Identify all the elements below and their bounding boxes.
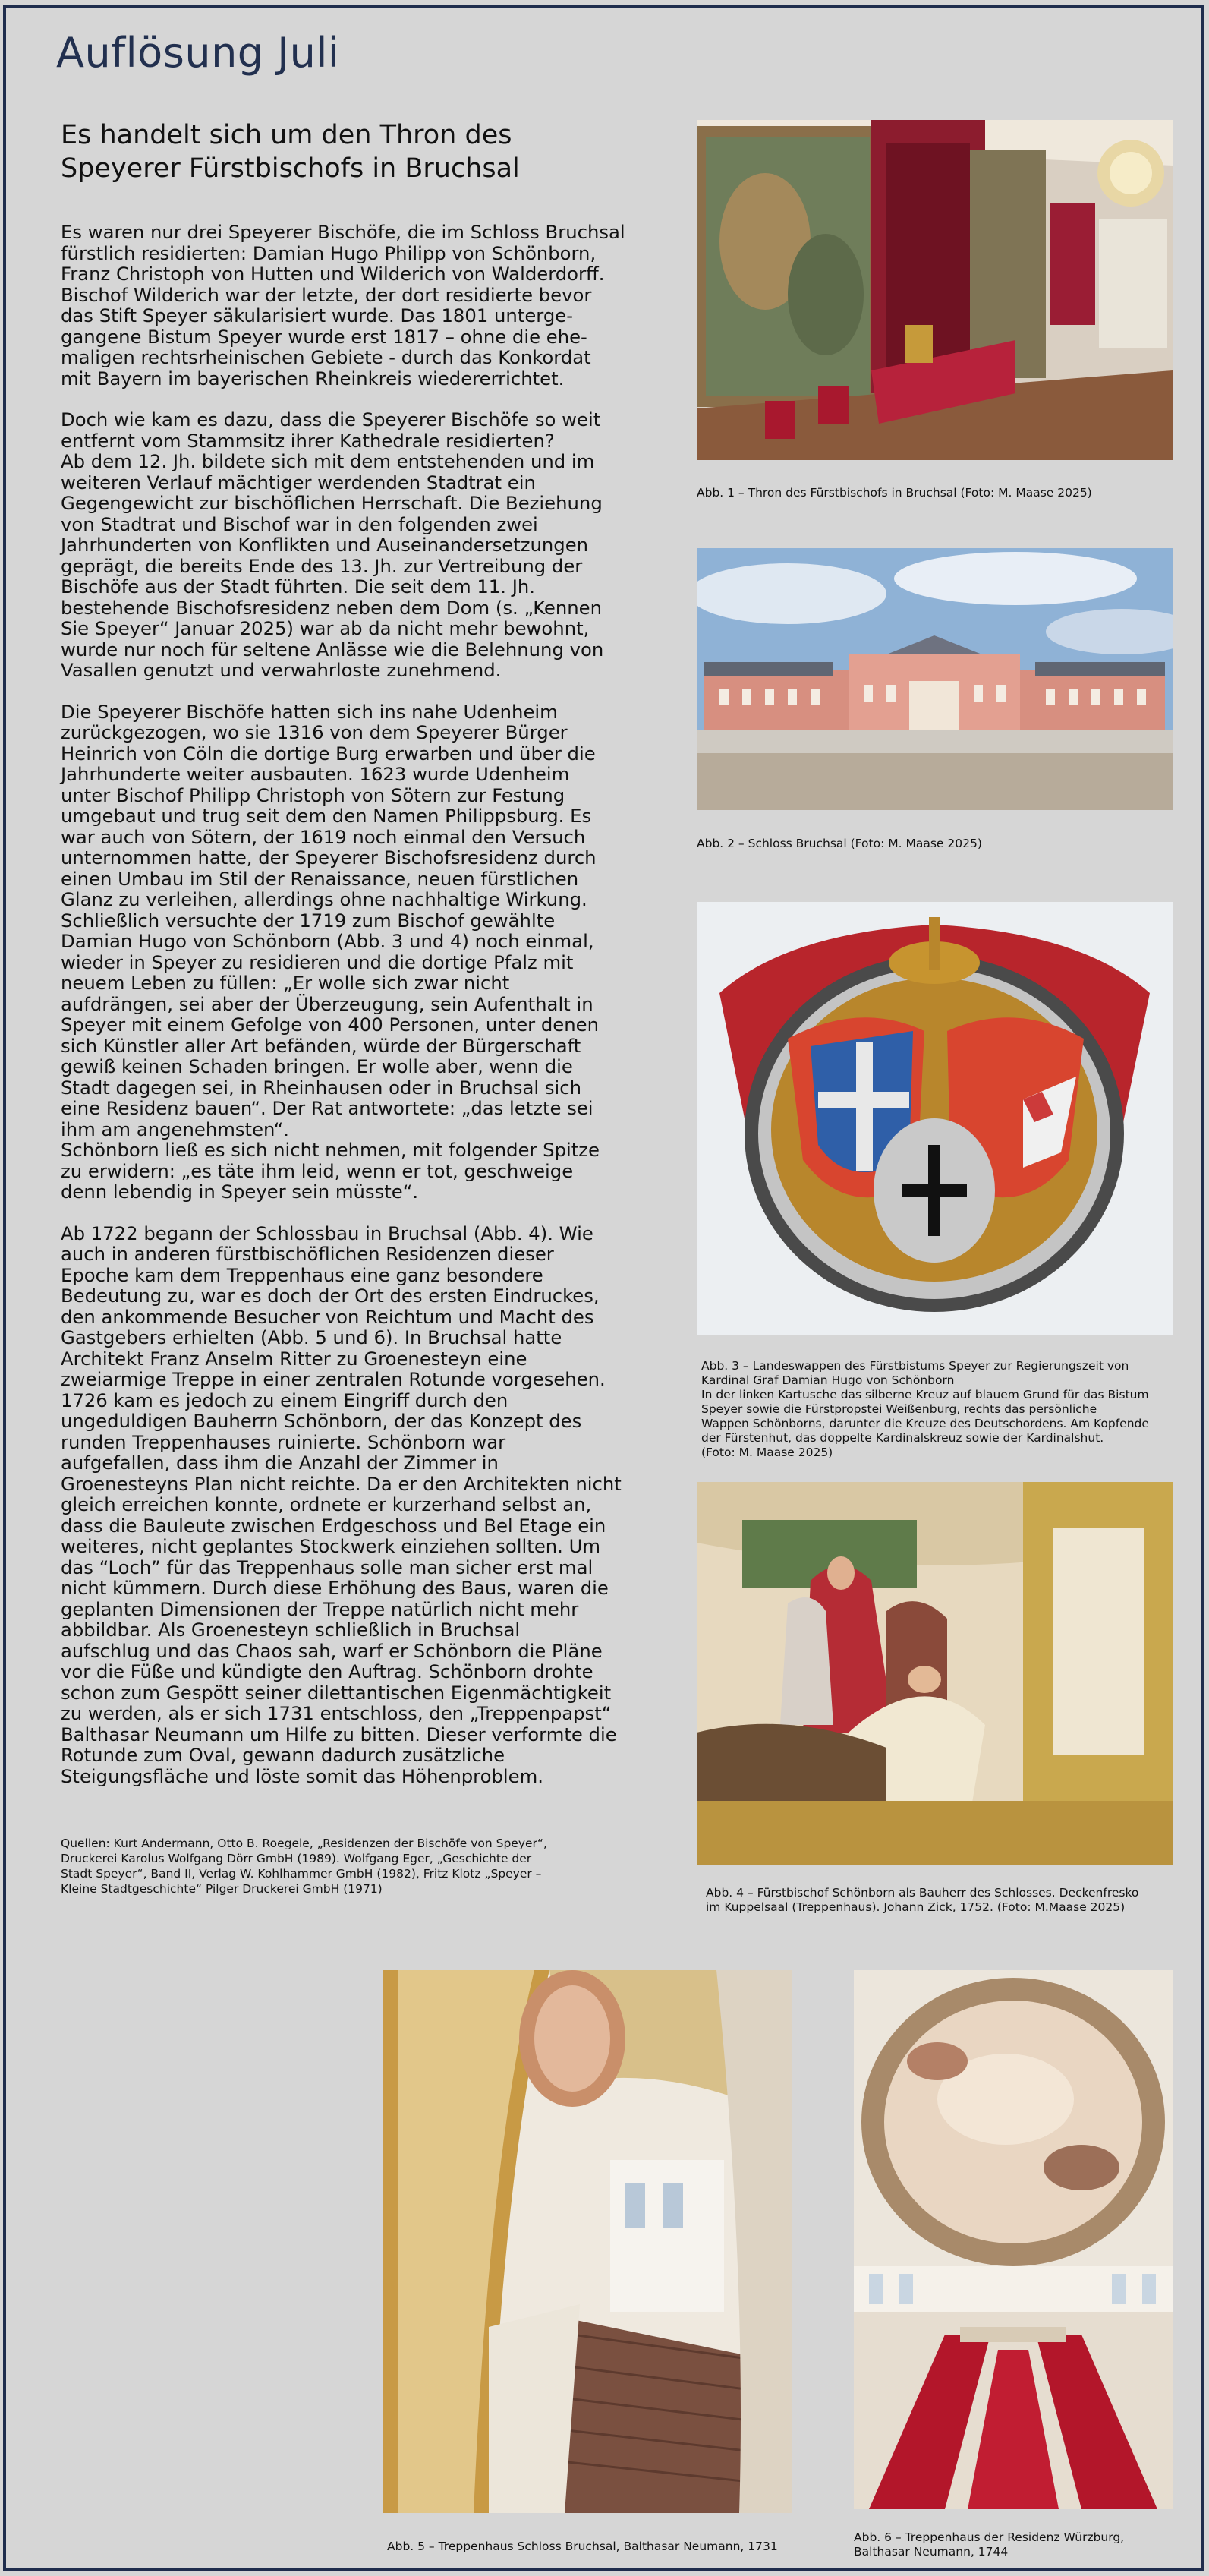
photo-palace-exterior xyxy=(697,548,1173,810)
page-title: Auflösung Juli xyxy=(56,29,340,77)
article-body xyxy=(61,222,626,1807)
caption-abb2: Abb. 2 – Schloss Bruchsal (Foto: M. Maase 2025) xyxy=(697,837,982,850)
paragraph-3: Die Speyerer Bischöfe hatten sich ins nahe Udenheim zurückgezogen, wo sie 1316 von dem Speyerer Bürger Heinrich von Cöln die dortige Burg erwarben und über die Jahrhunderte weiter ausbauten. 1623 wurde Udenheim unter Bischof Philipp Christoph von Sötern zur Festung umgebaut und trug seit dem den Namen Philippsburg. Es war auch von Sötern, der 1619 noch einmal den Versuch unternommen hatte, der Speyerer Bischofsresidenz durch einen Umbau im Stil der Renaissance, neuen fürstlichen Glanz zu verleihen, allerdings ohne nachhaltige Wirkung. Schließlich versuchte der 1719 zum Bischof gewählte Damian Hugo von Schönborn (Abb. 3 und 4) noch einmal, wieder in Speyer zu residieren und die dortige Pfalz mit neuem Leben zu füllen: „Er wolle sich zwar nicht aufdrängen, sei aber der Überzeugung, sein Aufenthalt in Speyer mit einem Gefolge von 400 Personen, unter denen sich Künstler aller Art befänden, würde der Bürgerschaft gewiß keinen Schaden bringen. Er wolle aber, wenn die Stadt dagegen sei, in Rheinhausen oder in Bruchsal sich eine Residenz bauen“. Der Rat antwortete: „das letzte sei ihm am angenehmsten“. Schönborn ließ es sich nicht nehmen, mit folgender Spitze zu erwidern: „es täte ihm leid, wenn er tot, geschweige denn lebendig in Speyer sein müsste“. xyxy=(61,700,600,1203)
photo-coat-of-arms xyxy=(697,902,1173,1335)
caption-abb3: Abb. 3 – Landeswappen des Fürstbistums Speyer zur Regierungszeit von Kardinal Graf Damian Hugo von Schönborn In der linken Kartusche das silberne Kreuz auf blauem Grund für das Bistum Speyer sowie die Fürstpropstei Weißenburg, rechts das persönliche Wappen Schönborns, darunter die Kreuze des Deutschordens. Am Kopfende der Fürstenhut, das doppelte Kardinalskreuz sowie der Kardinalshut. (Foto: M. Maase 2025) xyxy=(701,1359,1149,1459)
article-subtitle xyxy=(61,118,638,185)
paragraph-2: Doch wie kam es dazu, dass die Speyerer Bischöfe so weit entfernt vom Stammsitz ihrer Kathedrale residierten? Ab dem 12. Jh. bildete sich mit dem entstehenden und im weiteren Verlauf mächtiger werdenden Stadtrat ein Gegengewicht zur bischöflichen Herrschaft. Die Beziehung von Stadtrat und Bischof war in den folgenden zwei Jahrhunderten von Konflikten und Auseinandersetzungen geprägt, die bereits Ende des 13. Jh. zur Vertreibung der Bischöfe aus der Stadt führten. Die seit dem 11. Jh. bestehende Bischofsresidenz neben dem Dom (s. „Kennen Sie Speyer“ Januar 2025) war ab da nicht mehr bewohnt, wurde nur noch für seltene Anlässe wie die Belehnung von Vasallen genutzt und verwahrloste zunehmend. xyxy=(61,408,604,681)
paragraph-4: Ab 1722 begann der Schlossbau in Bruchsal (Abb. 4). Wie auch in anderen fürstbischöflichen Residenzen dieser Epoche kam dem Treppenhaus eine ganz besondere Bedeutung zu, war es doch der Ort des ersten Eindruckes, den ankommende Besucher von Reichtum und Macht des Gastgebers erhielten (Abb. 5 und 6). In Bruchsal hatte Architekt Franz Anselm Ritter zu Groenesteyn eine zweiarmige Treppe in einer zentralen Rotunde vorgesehen. 1726 kam es jedoch zu einem Eingriff durch den ungeduldigen Bauherrn Schönborn, der das Konzept des runden Treppenhauses ruinierte. Schönborn war aufgefallen, dass ihm die Anzahl der Zimmer in Groenesteyns Plan nicht reichte. Da er den Architekten nicht gleich erreichen konnte, ordnete er kurzerhand selbst an, dass die Bauleute zwischen Erdgeschoss und Bel Etage ein weiteres, nicht geplantes Stockwerk einziehen sollten. Um das “Loch” für das Treppenhaus solle man sicher erst mal nicht kümmern. Durch diese Erhöhung des Baus, waren die geplanten Dimensionen der Treppe natürlich nicht mehr abbildbar. Als Groenesteyn schließlich in Bruchsal aufschlug und das Chaos sah, warf er Schönborn die Pläne vor die Füße und kündigte den Auftrag. Schönborn drohte schon zum Gespött seiner dilettantischen Eigenmächtigkeit zu werden, als er sich 1731 entschloss, den „Treppenpapst“ Balthasar Neumann um Hilfe zu bitten. Dieser verformte die Rotunde zum Oval, gewann dadurch zusätzliche Steigungsfläche und löste somit das Höhenproblem. xyxy=(61,1222,622,1787)
caption-abb4: Abb. 4 – Fürstbischof Schönborn als Bauherr des Schlosses. Deckenfresko im Kuppelsaal (Treppenhaus). Johann Zick, 1752. (Foto: M.Maase 2025) xyxy=(706,1886,1139,1914)
photo-ceiling-fresco xyxy=(697,1482,1173,1865)
photo-throne-room xyxy=(697,120,1173,460)
paragraph-1: Es waren nur drei Speyerer Bischöfe, die im Schloss Bruchsal fürstlich residierten: Damian Hugo Philipp von Schönborn, Franz Christoph von Hutten und Wilderich von Walderdorff. Bischof Wilderich war der letzte, der dort residierte bevor das Stift Speyer säkularisiert wurde. Das 1801 unterge- gangene Bistum Speyer wurde erst 1817 – ohne die ehe- maligen rechtsrheinischen Gebiete - durch das Konkordat mit Bayern im bayerischen Rheinkreis wiedererrichtet. xyxy=(61,221,625,389)
caption-abb1: Abb. 1 – Thron des Fürstbischofs in Bruchsal (Foto: M. Maase 2025) xyxy=(697,486,1092,500)
photo-staircase-bruchsal xyxy=(383,1970,792,2513)
caption-abb5: Abb. 5 – Treppenhaus Schloss Bruchsal, Balthasar Neumann, 1731 xyxy=(387,2540,778,2553)
photo-staircase-wuerzburg xyxy=(854,1970,1173,2509)
subtitle-text: Es handelt sich um den Thron des Speyerer Fürstbischofs in Bruchsal xyxy=(61,120,520,184)
caption-abb6: Abb. 6 – Treppenhaus der Residenz Würzburg, Balthasar Neumann, 1744 xyxy=(854,2530,1125,2559)
sources-note: Quellen: Kurt Andermann, Otto B. Roegele, „Residenzen der Bischöfe von Speyer“, Druckerei Karolus Wolfgang Dörr GmbH (1989). Wolfgang Eger, „Geschichte der Stadt Speyer“, Band II, Verlag W. Kohlhammer GmbH (1982), Fritz Klotz „Speyer – Kleine Stadtgeschichte“ Pilger Druckerei GmbH (1971) xyxy=(61,1837,547,1896)
